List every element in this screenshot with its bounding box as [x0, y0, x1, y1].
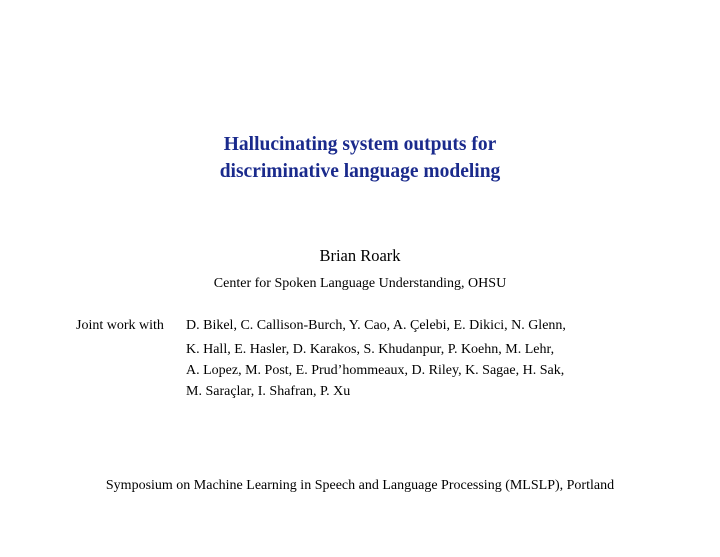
- author-affiliation: Center for Spoken Language Understanding, OHSU: [213, 276, 507, 291]
- title-line-2: discriminative language modeling: [219, 161, 501, 182]
- author-name: Brian Roark: [319, 246, 401, 265]
- collaborator-line-3: A. Lopez, M. Post, E. Prud’hommeaux, D. Riley, K. Sagae, H. Sak,: [186, 363, 565, 378]
- slide-title: [0, 131, 720, 185]
- venue-line: Symposium on Machine Learning in Speech and Language Processing (MLSLP), Portland: [105, 478, 615, 493]
- title-line-1: Hallucinating system outputs for: [223, 134, 497, 155]
- collaborator-line-4: M. Saraçlar, I. Shafran, P. Xu: [186, 384, 351, 399]
- collaborator-line-1: D. Bikel, C. Callison-Burch, Y. Cao, A. Çelebi, E. Dikici, N. Glenn,: [186, 318, 566, 333]
- collaborator-list: [186, 317, 566, 404]
- collaborator-line-2: K. Hall, E. Hasler, D. Karakos, S. Khudanpur, P. Koehn, M. Lehr,: [186, 342, 555, 357]
- joint-work-label: Joint work with: [76, 318, 164, 333]
